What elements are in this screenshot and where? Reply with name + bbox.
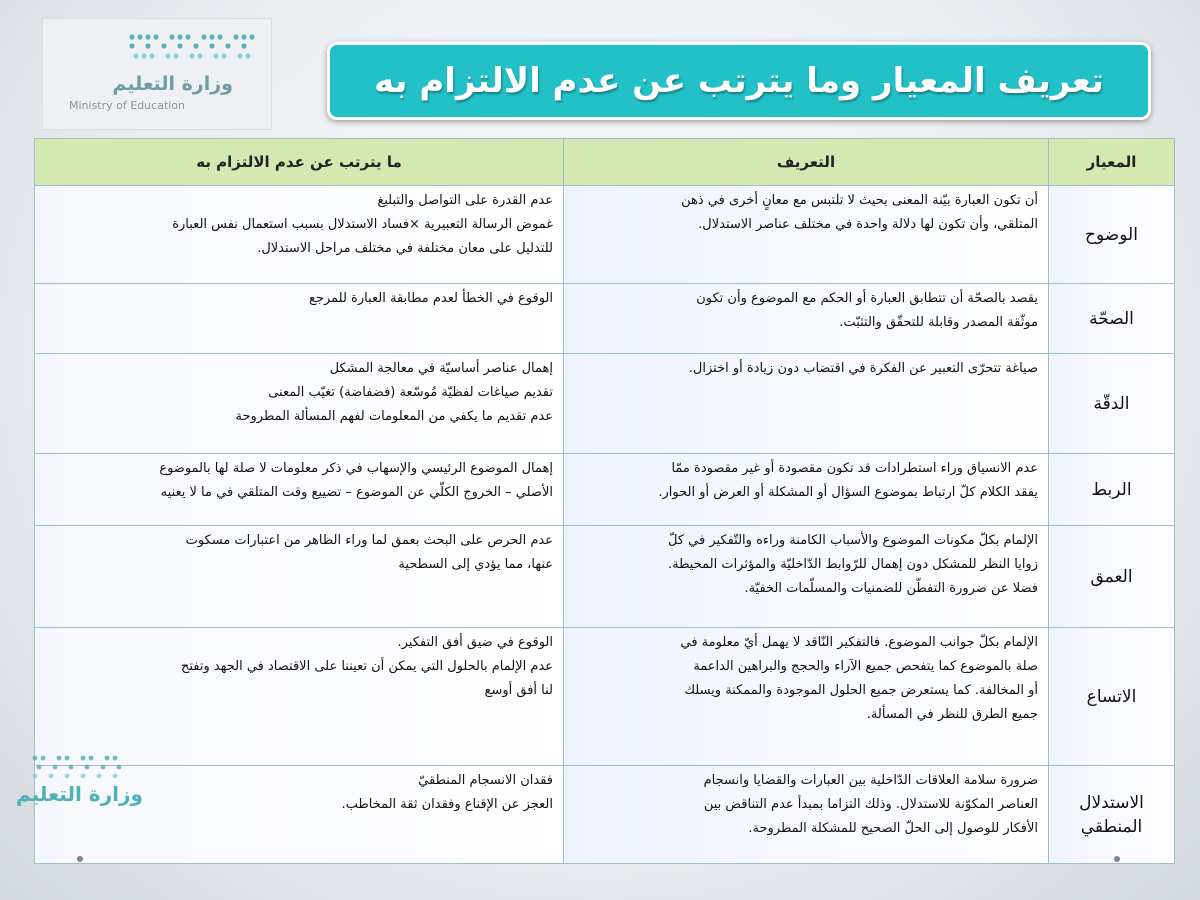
slide-corner-dot: [77, 856, 83, 862]
logo-arabic-name: وزارة التعليم: [112, 73, 233, 95]
consequence-cell: [35, 628, 564, 766]
criteria-table: [34, 138, 1175, 864]
table-row: [35, 628, 1175, 766]
definition-cell: [564, 766, 1049, 864]
title-banner: [327, 42, 1151, 120]
definition-cell: [564, 284, 1049, 354]
definition-line: الأفكار للوصول إلى الحلّ الصحيح للمشكلة المطروحة.: [748, 821, 1038, 836]
criterion-cell: الاتساع: [1049, 628, 1175, 766]
table-row: [35, 284, 1175, 354]
definition-line: جميع الطرق للنظر في المسألة.: [866, 707, 1038, 722]
header-criterion: المعيار: [1049, 139, 1175, 186]
definition-line: يفقد الكلام كلّ ارتباط بموضوع السؤال أو المشكلة أو العرض أو الحوار.: [658, 485, 1038, 500]
consequence-cell: [35, 454, 564, 526]
definition-cell: [564, 628, 1049, 766]
definition-cell: [564, 454, 1049, 526]
header-consequence: ما يترتب عن عدم الالتزام به: [35, 139, 564, 186]
logo-dots-icon: [128, 29, 258, 69]
definition-cell: [564, 526, 1049, 628]
definition-line: الإلمام بكلّ جوانب الموضوع. فالتفكير النّاقد لا يهمل أيّ معلومة في: [680, 635, 1038, 650]
consequence-line: الأصلي – الخروج الكلّي عن الموضوع – تضييع وقت المتلقي في ما لا يعنيه: [160, 485, 553, 500]
definition-line: العناصر المكوّنة للاستدلال. وذلك التزاما بمبدأ عدم التناقض بين: [703, 797, 1038, 812]
definition-line: ضرورة سلامة العلاقات الدّاخلية بين العبارات والقضايا وانسجام: [703, 773, 1038, 788]
watermark-dots-icon: [30, 752, 130, 786]
table-header-row: [35, 139, 1175, 186]
table-row: [35, 766, 1175, 864]
consequence-cell: [35, 284, 564, 354]
consequence-line: للتدليل على معان مختلفة في مختلف مراحل الاستدلال.: [257, 241, 553, 256]
ministry-logo: [42, 18, 272, 130]
consequence-cell: [35, 186, 564, 284]
consequence-line: العجز عن الإقناع وفقدان ثقة المخاطب.: [341, 797, 553, 812]
table-row: [35, 526, 1175, 628]
definition-line: أو المخالفة. كما يستعرض جميع الحلول الموجودة والممكنة ويسلك: [684, 683, 1038, 698]
table-row: [35, 186, 1175, 284]
consequence-line: غموض الرسالة التعبيرية ×فساد الاستدلال بسبب استعمال نفس العبارة: [172, 217, 553, 232]
criterion-cell: الاستدلال المنطقي: [1049, 766, 1175, 864]
logo-english-name: Ministry of Education: [69, 99, 186, 112]
definition-line: موثّقة المصدر وقابلة للتحقّق والتثبّت.: [839, 315, 1038, 330]
definition-line: فضلا عن ضرورة التفطّن للضمنيات والمسلّمات الخفيّة.: [744, 581, 1038, 596]
definition-line: الإلمام بكلّ مكونات الموضوع والأسباب الكامنة وراءه والتّفكير في كلّ: [667, 533, 1038, 548]
consequence-line: إهمال عناصر أساسيّة في معالجة المشكل: [329, 361, 553, 376]
consequence-line: الوقوع في ضيق أفق التفكير.: [397, 635, 553, 650]
criterion-cell: الربط: [1049, 454, 1175, 526]
consequence-line: الوقوع في الخطأ لعدم مطابقة العبارة للمرجع: [309, 291, 553, 306]
definition-line: المتلقي، وأن تكون لها دلالة واحدة في مختلف عناصر الاستدلال.: [698, 217, 1038, 232]
definition-cell: [564, 354, 1049, 454]
criterion-cell: الصحّة: [1049, 284, 1175, 354]
definition-cell: [564, 186, 1049, 284]
consequence-cell: [35, 354, 564, 454]
consequence-line: عدم الإلمام بالحلول التي يمكن أن تعيننا على الاقتصاد في الجهد وتفتح: [180, 659, 553, 674]
consequence-line: لنا أفق أوسع: [484, 683, 553, 698]
definition-line: أن تكون العبارة بيّنة المعنى بحيث لا تلتبس مع معانٍ أخرى في ذهن: [681, 193, 1038, 208]
definition-line: صلة بالموضوع كما يتفحص جميع الآراء والحجج والبراهين الداعمة: [693, 659, 1038, 674]
definition-line: يقصد بالصحّة أن تتطابق العبارة أو الحكم مع الموضوع وأن تكون: [696, 291, 1038, 306]
criterion-cell: الدقّة: [1049, 354, 1175, 454]
slide-corner-dot: [1114, 856, 1120, 862]
criterion-cell: العمق: [1049, 526, 1175, 628]
consequence-cell: [35, 526, 564, 628]
consequence-line: تقديم صياغات لفظيّة مُوسّعة (فضفاضة) تغيّب المعنى: [268, 385, 553, 400]
header-definition: التعريف: [564, 139, 1049, 186]
table-row: [35, 454, 1175, 526]
consequence-line: عنها، مما يؤدي إلى السطحية: [398, 557, 553, 572]
consequence-line: إهمال الموضوع الرئيسي والإسهاب في ذكر معلومات لا صلة لها بالموضوع: [159, 461, 553, 476]
watermark-arabic-name: وزارة التعليم: [16, 782, 143, 806]
table-row: [35, 354, 1175, 454]
definition-line: صياغة تتحرّى التعبير عن الفكرة في اقتضاب دون زيادة أو اختزال.: [688, 361, 1038, 376]
consequence-line: فقدان الانسجام المنطقيّ: [418, 773, 553, 788]
definition-line: عدم الانسياق وراء استطرادات قد تكون مقصودة أو غير مقصودة ممّا: [671, 461, 1038, 476]
page-title: تعريف المعيار وما يترتب عن عدم الالتزام به: [374, 61, 1104, 101]
criterion-cell: الوضوح: [1049, 186, 1175, 284]
definition-line: زوايا النظر للمشكل دون إهمال للرّوابط الدّاخليّة والمؤثرات المحيطة.: [668, 557, 1038, 572]
consequence-line: عدم القدرة على التواصل والتبليغ: [377, 193, 553, 208]
consequence-line: عدم تقديم ما يكفي من المعلومات لفهم المسألة المطروحة: [235, 409, 553, 424]
consequence-line: عدم الحرص على البحث بعمق لما وراء الظاهر من اعتبارات مسكوت: [185, 533, 553, 548]
